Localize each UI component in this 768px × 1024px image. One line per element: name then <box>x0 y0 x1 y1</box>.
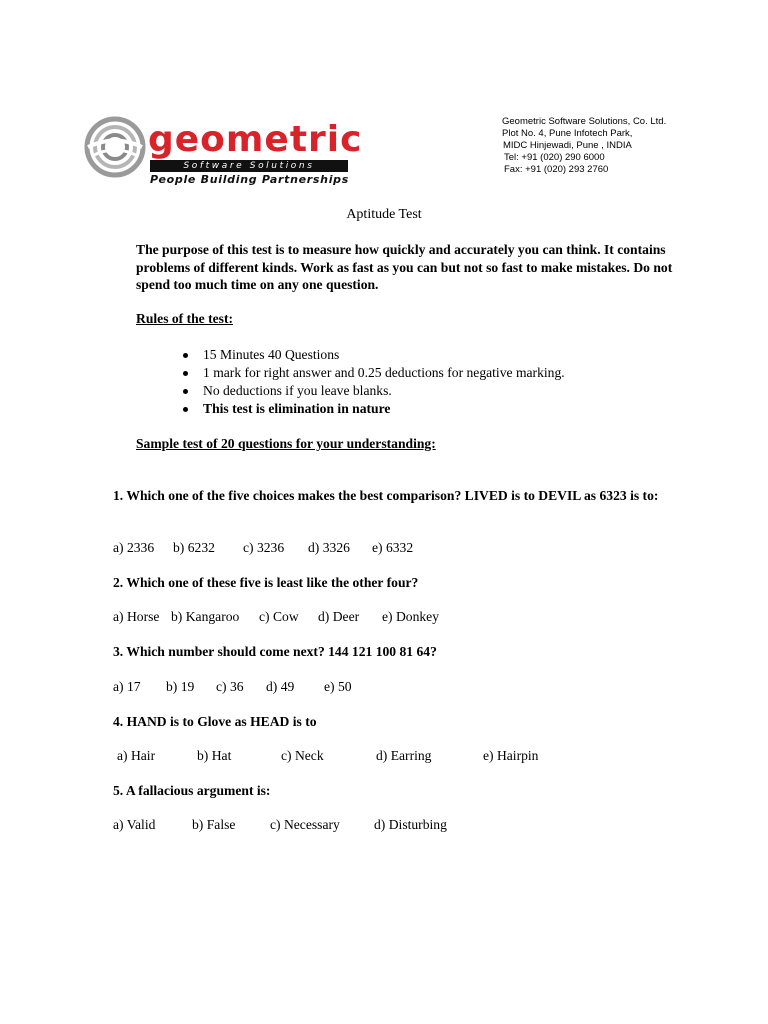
address-line: Plot No. 4, Pune Infotech Park, <box>502 128 633 139</box>
address-line: Fax: +91 (020) 293 2760 <box>504 164 609 175</box>
option: e) Hairpin <box>483 748 539 763</box>
question-4: 4. HAND is to Glove as HEAD is to <box>113 714 317 729</box>
option: d) Deer <box>318 609 360 624</box>
option: e) 50 <box>324 679 352 694</box>
option: a) Hair <box>117 748 156 763</box>
address-line: Geometric Software Solutions, Co. Ltd. <box>502 116 667 127</box>
option: e) Donkey <box>382 609 439 624</box>
company-logo <box>84 116 363 192</box>
address-line: MIDC Hinjewadi, Pune , INDIA <box>503 140 632 151</box>
logo-subtitle-bar: Software Solutions <box>150 160 348 172</box>
option: c) 3236 <box>243 540 285 555</box>
option: a) Valid <box>113 817 156 832</box>
address-line: Tel: +91 (020) 290 6000 <box>504 152 605 163</box>
question-2: 2. Which one of these five is least like the other four? <box>113 575 419 590</box>
rules-heading: Rules of the test: <box>136 311 234 326</box>
question-3: 3. Which number should come next? 144 121 100 81 64? <box>113 644 437 659</box>
sample-heading: Sample test of 20 questions for your understanding: <box>136 436 436 451</box>
document-title <box>0 207 768 223</box>
option: b) Kangaroo <box>171 609 240 624</box>
rule-item: 1 mark for right answer and 0.25 deductions for negative marking. <box>183 364 565 382</box>
option: c) Cow <box>259 609 299 624</box>
option: b) False <box>192 817 236 832</box>
option: c) 36 <box>216 679 244 694</box>
question-5: 5. A fallacious argument is: <box>113 783 271 798</box>
option: b) 6232 <box>173 540 215 555</box>
logo-tagline: People Building Partnerships <box>150 173 350 186</box>
swirl-logo-icon <box>84 116 146 178</box>
company-address <box>502 116 666 176</box>
rule-item: No deductions if you leave blanks. <box>183 382 565 400</box>
option: a) 17 <box>113 679 141 694</box>
option: b) Hat <box>197 748 232 763</box>
option: c) Necessary <box>270 817 340 832</box>
logo-wordmark: geometric <box>148 119 363 160</box>
option: c) Neck <box>281 748 324 763</box>
purpose-paragraph: The purpose of this test is to measure how quickly and accurately you can think. It contains problems of different kinds. Work as fast as you can but not so fast to make mistakes. Do not spend too much time on any one question. <box>136 242 673 292</box>
rules-list <box>183 346 565 418</box>
option: e) 6332 <box>372 540 414 555</box>
title-text: Aptitude Test <box>346 207 422 222</box>
option: d) 3326 <box>308 540 350 555</box>
option: a) 2336 <box>113 540 155 555</box>
option: a) Horse <box>113 609 160 624</box>
option: d) Earring <box>376 748 432 763</box>
rule-item: This test is elimination in nature <box>183 400 565 418</box>
option: d) Disturbing <box>374 817 447 832</box>
question-1: 1. Which one of the five choices makes the best comparison? LIVED is to DEVIL as 6323 is to: <box>113 488 659 503</box>
option: d) 49 <box>266 679 295 694</box>
option: b) 19 <box>166 679 195 694</box>
rule-item: 15 Minutes 40 Questions <box>183 346 565 364</box>
